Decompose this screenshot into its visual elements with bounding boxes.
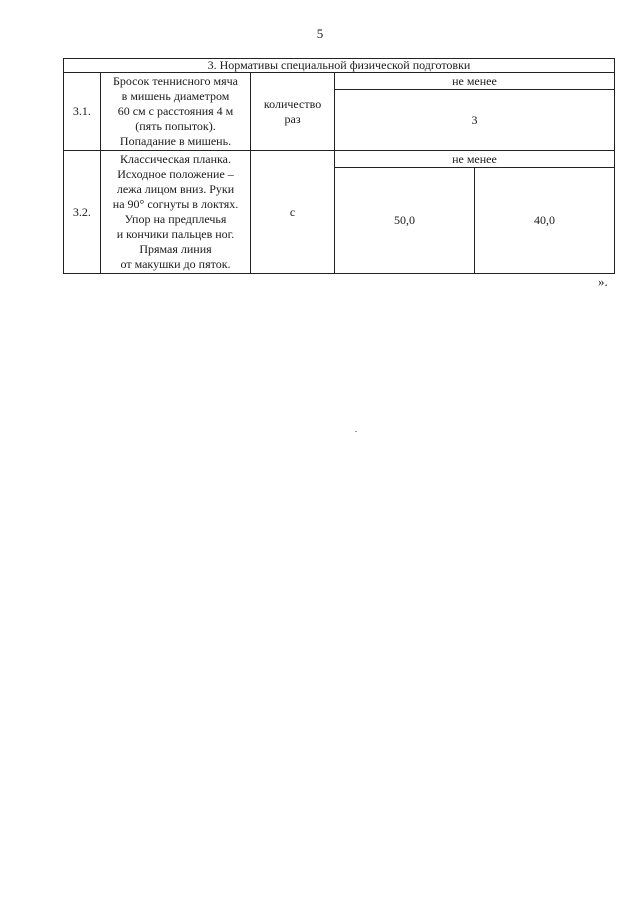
section-title: 3. Нормативы специальной физической подготовки (64, 59, 615, 73)
table-row (64, 151, 615, 168)
row-number: 3.1. (64, 73, 101, 151)
min-label: не менее (334, 151, 614, 168)
exercise-description: Классическая планка. Исходное положение – лежа лицом вниз. Руки на 90° согнуты в локтях. Упор на предплечья и кончики пальцев ног. Прямая линия от макушки до пяток. (100, 151, 250, 274)
table-row (64, 73, 615, 90)
unit-cell: количество раз (251, 73, 335, 151)
unit-cell: с (251, 151, 335, 274)
closing-quote: ». (598, 274, 608, 289)
norms-table (63, 58, 615, 274)
scan-speck (355, 431, 357, 432)
page-number: 5 (316, 26, 324, 41)
value-cell: 40,0 (474, 168, 614, 274)
min-label: не менее (334, 73, 614, 90)
section-header-row (64, 59, 615, 73)
row-number: 3.2. (64, 151, 101, 274)
exercise-description: Бросок теннисного мяча в мишень диаметром 60 см с расстояния 4 м (пять попыток). Попадание в мишень. (100, 73, 250, 151)
value-cell: 3 (334, 90, 614, 151)
value-cell: 50,0 (334, 168, 474, 274)
